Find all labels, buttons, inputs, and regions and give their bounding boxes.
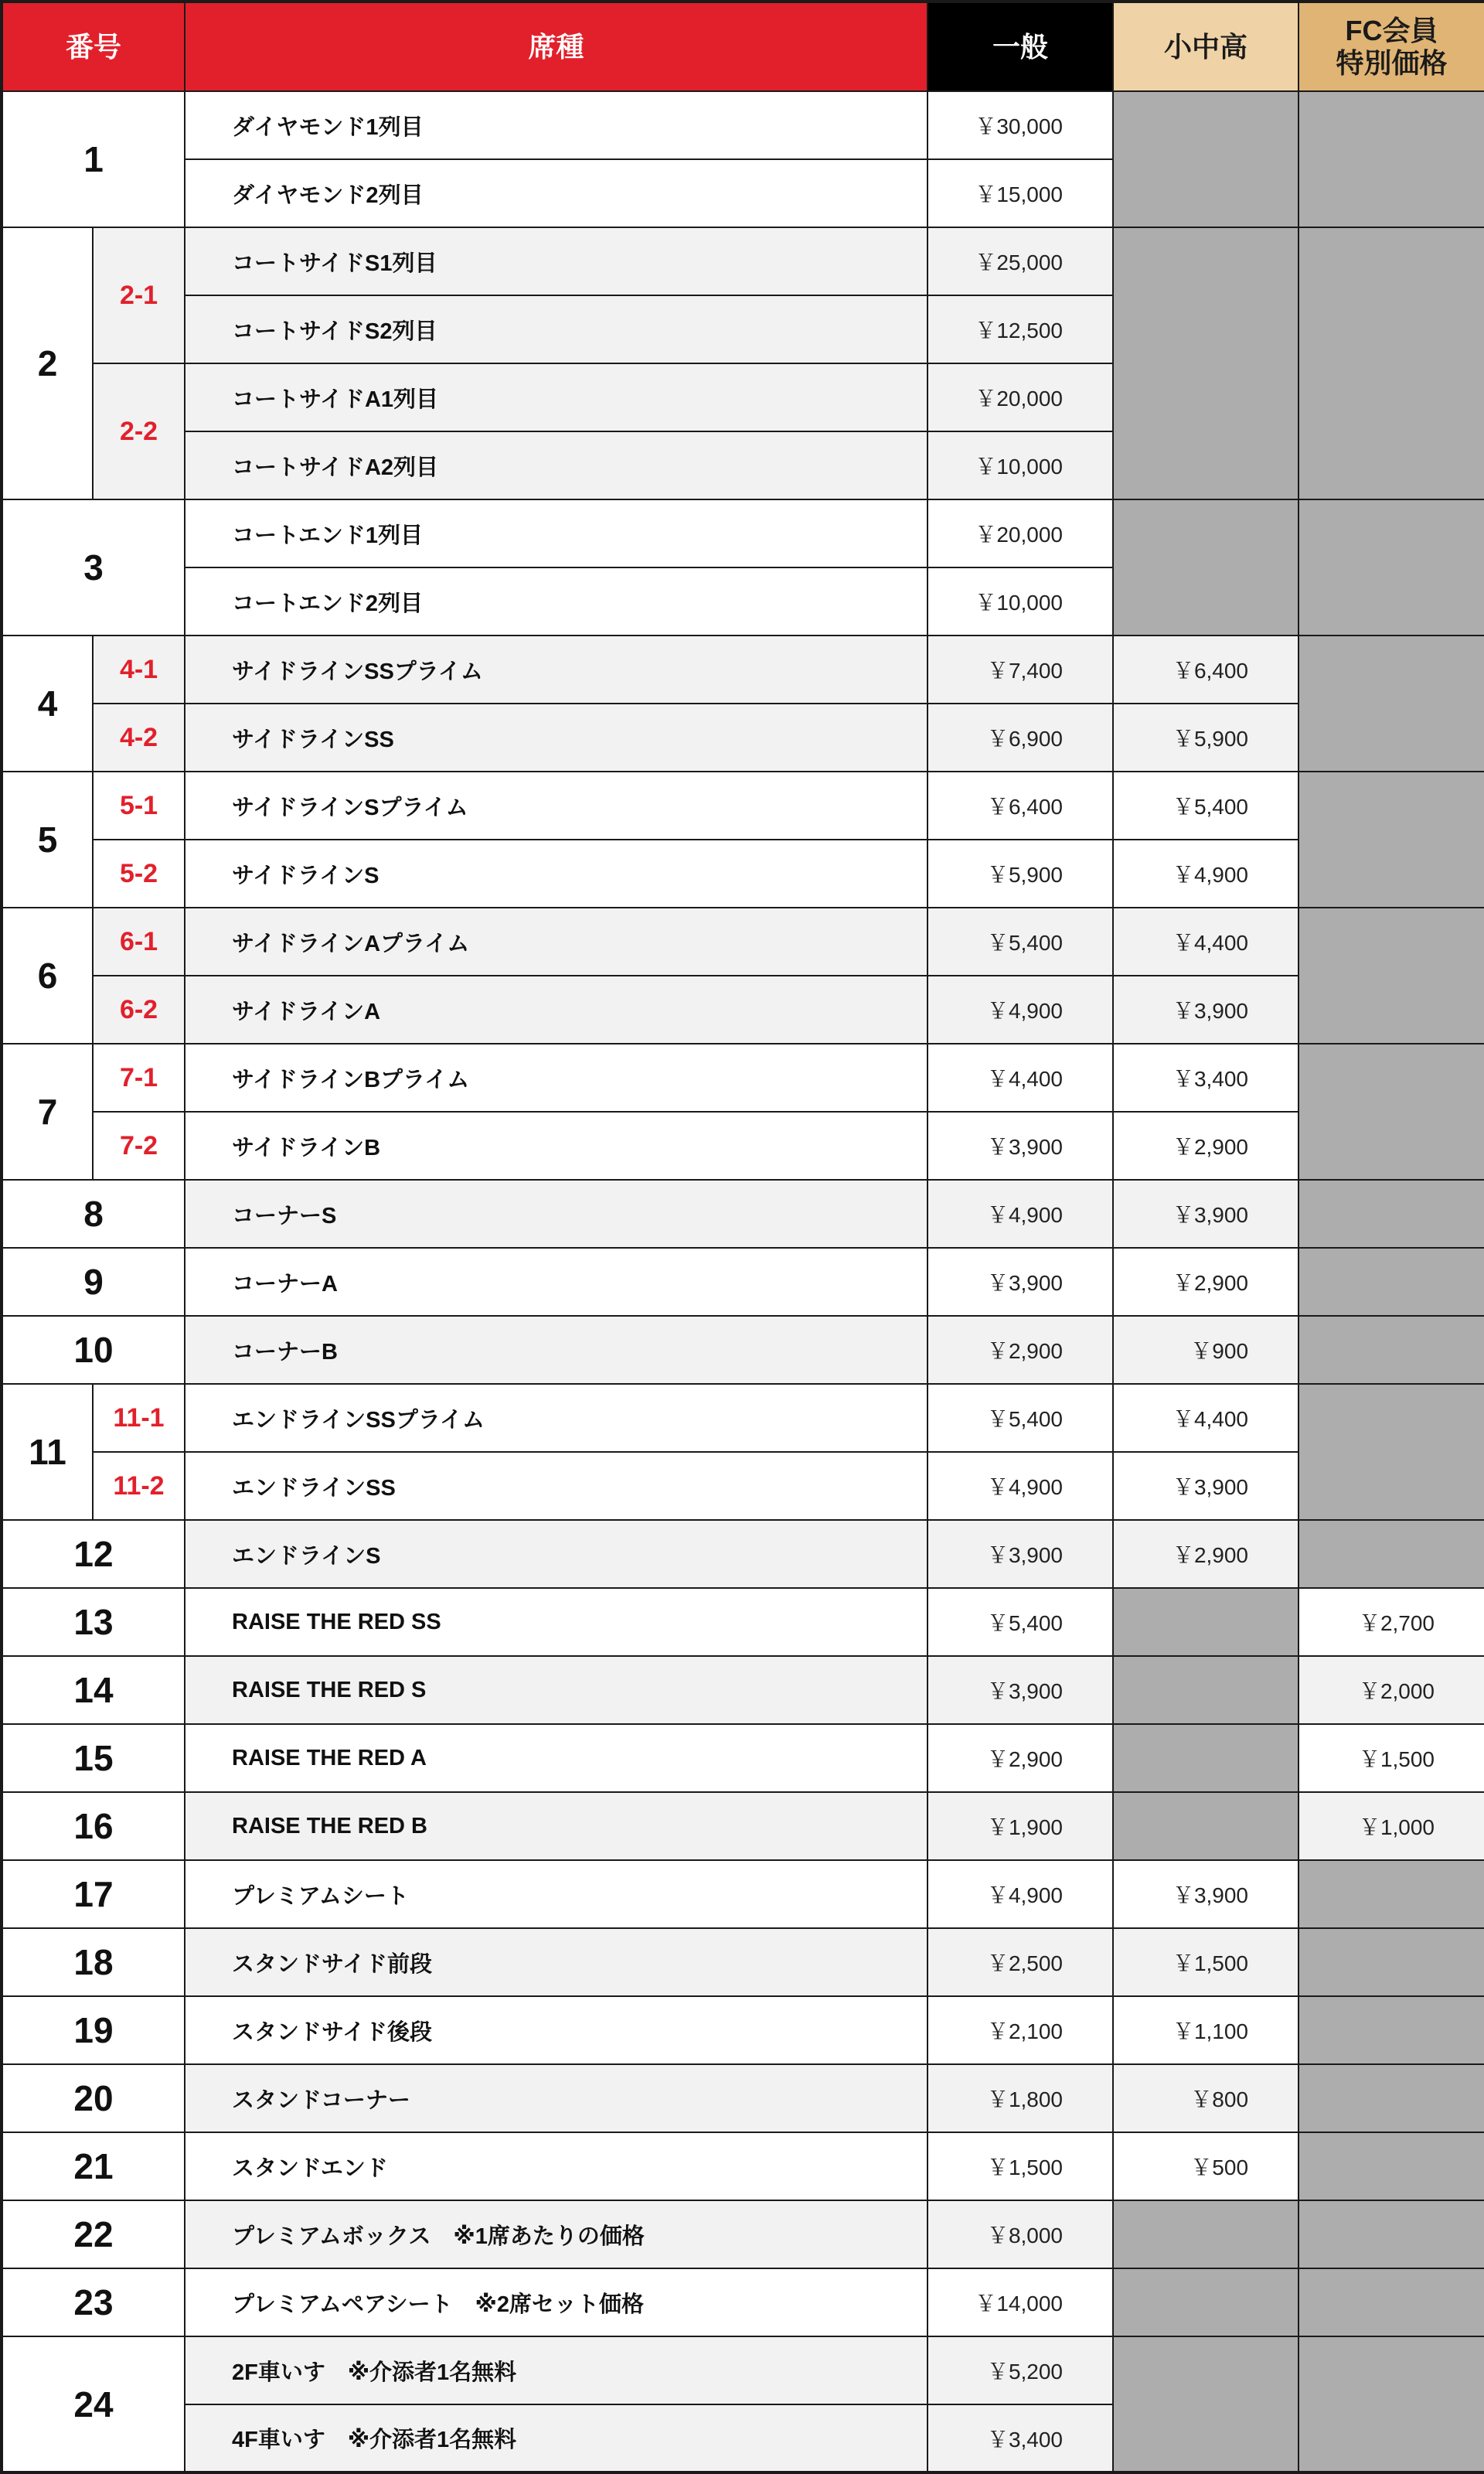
seat-type-name: エンドラインSSプライム (185, 1384, 928, 1452)
seat-type-name: スタンドエンド (185, 2132, 928, 2200)
seat-number: 4 (2, 636, 93, 772)
seat-type-name: コーナーB (185, 1316, 928, 1384)
table-row (2, 2132, 1484, 2200)
seat-sub-number: 11-2 (93, 1452, 185, 1520)
seat-type-name: 2F車いす ※介添者1名無料 (185, 2336, 928, 2404)
table-row (2, 976, 1484, 1044)
fc-member-price-unavailable (1298, 91, 1484, 227)
seat-number: 19 (2, 1996, 185, 2064)
table-row (2, 1384, 1484, 1452)
seat-sub-number: 6-1 (93, 908, 185, 976)
table-row (2, 2268, 1484, 2336)
table-row (2, 1792, 1484, 1860)
general-price: ￥30,000 (928, 91, 1113, 159)
header-general-price: 一般 (928, 2, 1113, 91)
seat-type-name: プレミアムシート (185, 1860, 928, 1928)
seat-type-name: スタンドサイド後段 (185, 1996, 928, 2064)
seat-number: 2 (2, 227, 93, 499)
seat-number: 1 (2, 91, 185, 227)
seat-type-name: サイドラインSSプライム (185, 636, 928, 704)
general-price: ￥20,000 (928, 363, 1113, 431)
student-price: ￥5,400 (1113, 772, 1298, 840)
table-row (2, 908, 1484, 976)
fc-member-price-unavailable (1298, 1928, 1484, 1996)
table-row (2, 1316, 1484, 1384)
table-row (2, 1044, 1484, 1112)
seat-number: 13 (2, 1588, 185, 1656)
seat-type-name: コーナーA (185, 1248, 928, 1316)
general-price: ￥6,400 (928, 772, 1113, 840)
general-price: ￥15,000 (928, 159, 1113, 227)
table-row (2, 1520, 1484, 1588)
seat-type-name: プレミアムペアシート ※2席セット価格 (185, 2268, 928, 2336)
general-price: ￥20,000 (928, 499, 1113, 567)
fc-member-price-unavailable (1298, 908, 1484, 1044)
general-price: ￥5,200 (928, 2336, 1113, 2404)
general-price: ￥4,900 (928, 1180, 1113, 1248)
general-price: ￥6,900 (928, 704, 1113, 772)
table-row (2, 2200, 1484, 2268)
header-seat-type: 席種 (185, 2, 928, 91)
table-row (2, 91, 1484, 159)
seat-type-name: サイドラインSプライム (185, 772, 928, 840)
table-row (2, 1248, 1484, 1316)
general-price: ￥25,000 (928, 227, 1113, 295)
fc-member-price: ￥2,700 (1298, 1588, 1484, 1656)
seat-type-name: プレミアムボックス ※1席あたりの価格 (185, 2200, 928, 2268)
student-price: ￥2,900 (1113, 1520, 1298, 1588)
seat-sub-number: 7-1 (93, 1044, 185, 1112)
seat-type-name: サイドラインA (185, 976, 928, 1044)
seat-number: 24 (2, 2336, 185, 2472)
seat-type-name: コートサイドS1列目 (185, 227, 928, 295)
seat-type-name: ダイヤモンド1列目 (185, 91, 928, 159)
seat-type-name: サイドラインSS (185, 704, 928, 772)
general-price: ￥2,900 (928, 1724, 1113, 1792)
student-price: ￥5,900 (1113, 704, 1298, 772)
general-price: ￥2,100 (928, 1996, 1113, 2064)
seat-type-name: RAISE THE RED B (185, 1792, 928, 1860)
seat-number: 15 (2, 1724, 185, 1792)
seat-number: 11 (2, 1384, 93, 1520)
seat-type-name: RAISE THE RED A (185, 1724, 928, 1792)
student-price: ￥4,400 (1113, 1384, 1298, 1452)
seat-type-name: コートエンド2列目 (185, 567, 928, 636)
seat-type-name: コートサイドS2列目 (185, 295, 928, 363)
table-row (2, 1996, 1484, 2064)
fc-member-price-unavailable (1298, 1996, 1484, 2064)
header-fc-line2: 特別価格 (1336, 46, 1448, 79)
seat-type-name: サイドラインS (185, 840, 928, 908)
table-row (2, 1112, 1484, 1180)
header-row (2, 2, 1484, 91)
seat-number: 8 (2, 1180, 185, 1248)
header-fc-member-price (1298, 2, 1484, 91)
header-number: 番号 (2, 2, 185, 91)
seat-type-name: ダイヤモンド2列目 (185, 159, 928, 227)
general-price: ￥3,400 (928, 2404, 1113, 2472)
table-row (2, 1860, 1484, 1928)
table-row (2, 772, 1484, 840)
student-price: ￥3,400 (1113, 1044, 1298, 1112)
student-price: ￥4,900 (1113, 840, 1298, 908)
student-price-unavailable (1113, 91, 1298, 227)
seat-sub-number: 5-2 (93, 840, 185, 908)
fc-member-price: ￥1,500 (1298, 1724, 1484, 1792)
fc-member-price-unavailable (1298, 499, 1484, 636)
seat-number: 7 (2, 1044, 93, 1180)
table-row (2, 227, 1484, 295)
seat-sub-number: 11-1 (93, 1384, 185, 1452)
table-row (2, 1724, 1484, 1792)
general-price: ￥5,400 (928, 908, 1113, 976)
general-price: ￥12,500 (928, 295, 1113, 363)
table-row (2, 1656, 1484, 1724)
table-row (2, 840, 1484, 908)
table-row (2, 1180, 1484, 1248)
fc-member-price-unavailable (1298, 2132, 1484, 2200)
general-price: ￥5,900 (928, 840, 1113, 908)
student-price-unavailable (1113, 227, 1298, 499)
seat-number: 9 (2, 1248, 185, 1316)
fc-member-price-unavailable (1298, 636, 1484, 772)
seat-type-name: RAISE THE RED S (185, 1656, 928, 1724)
general-price: ￥1,800 (928, 2064, 1113, 2132)
fc-member-price-unavailable (1298, 1384, 1484, 1520)
seat-type-name: コーナーS (185, 1180, 928, 1248)
seat-sub-number: 4-1 (93, 636, 185, 704)
seat-sub-number: 7-2 (93, 1112, 185, 1180)
seat-number: 20 (2, 2064, 185, 2132)
seat-sub-number: 4-2 (93, 704, 185, 772)
student-price: ￥2,900 (1113, 1112, 1298, 1180)
student-price: ￥3,900 (1113, 976, 1298, 1044)
general-price: ￥4,900 (928, 976, 1113, 1044)
student-price: ￥3,900 (1113, 1452, 1298, 1520)
student-price: ￥2,900 (1113, 1248, 1298, 1316)
seat-number: 17 (2, 1860, 185, 1928)
general-price: ￥8,000 (928, 2200, 1113, 2268)
fc-member-price: ￥2,000 (1298, 1656, 1484, 1724)
fc-member-price-unavailable (1298, 2200, 1484, 2268)
student-price-unavailable (1113, 1792, 1298, 1860)
student-price: ￥1,500 (1113, 1928, 1298, 1996)
seat-number: 18 (2, 1928, 185, 1996)
general-price: ￥10,000 (928, 567, 1113, 636)
student-price: ￥3,900 (1113, 1860, 1298, 1928)
fc-member-price-unavailable (1298, 2268, 1484, 2336)
table-row (2, 1452, 1484, 1520)
general-price: ￥5,400 (928, 1384, 1113, 1452)
seat-sub-number: 2-1 (93, 227, 185, 363)
student-price: ￥1,100 (1113, 1996, 1298, 2064)
seat-type-name: サイドラインAプライム (185, 908, 928, 976)
student-price-unavailable (1113, 1588, 1298, 1656)
general-price: ￥10,000 (928, 431, 1113, 499)
general-price: ￥3,900 (928, 1112, 1113, 1180)
fc-member-price-unavailable (1298, 1248, 1484, 1316)
table-row (2, 1588, 1484, 1656)
table-row (2, 704, 1484, 772)
table-row (2, 2064, 1484, 2132)
fc-member-price-unavailable (1298, 2064, 1484, 2132)
fc-member-price-unavailable (1298, 1044, 1484, 1180)
header-fc-line1: FC会員 (1345, 15, 1438, 47)
student-price-unavailable (1113, 1656, 1298, 1724)
table-body (2, 91, 1484, 2472)
general-price: ￥1,500 (928, 2132, 1113, 2200)
fc-member-price-unavailable (1298, 1316, 1484, 1384)
seat-sub-number: 6-2 (93, 976, 185, 1044)
general-price: ￥2,500 (928, 1928, 1113, 1996)
seat-type-name: コートサイドA1列目 (185, 363, 928, 431)
fc-member-price-unavailable (1298, 1860, 1484, 1928)
general-price: ￥14,000 (928, 2268, 1113, 2336)
seat-type-name: エンドラインSS (185, 1452, 928, 1520)
general-price: ￥4,900 (928, 1860, 1113, 1928)
seat-type-name: コートエンド1列目 (185, 499, 928, 567)
fc-member-price-unavailable (1298, 1180, 1484, 1248)
general-price: ￥4,900 (928, 1452, 1113, 1520)
seat-number: 21 (2, 2132, 185, 2200)
student-price: ￥800 (1113, 2064, 1298, 2132)
seat-number: 6 (2, 908, 93, 1044)
seat-number: 16 (2, 1792, 185, 1860)
student-price-unavailable (1113, 499, 1298, 636)
student-price-unavailable (1113, 1724, 1298, 1792)
general-price: ￥1,900 (928, 1792, 1113, 1860)
student-price: ￥4,400 (1113, 908, 1298, 976)
seat-type-name: スタンドサイド前段 (185, 1928, 928, 1996)
general-price: ￥3,900 (928, 1656, 1113, 1724)
seat-type-name: エンドラインS (185, 1520, 928, 1588)
seat-number: 22 (2, 2200, 185, 2268)
fc-member-price: ￥1,000 (1298, 1792, 1484, 1860)
seat-sub-number: 5-1 (93, 772, 185, 840)
table-row (2, 499, 1484, 567)
student-price: ￥900 (1113, 1316, 1298, 1384)
general-price: ￥5,400 (928, 1588, 1113, 1656)
fc-member-price-unavailable (1298, 1520, 1484, 1588)
student-price: ￥3,900 (1113, 1180, 1298, 1248)
table-row (2, 1928, 1484, 1996)
student-price: ￥6,400 (1113, 636, 1298, 704)
student-price-unavailable (1113, 2200, 1298, 2268)
general-price: ￥2,900 (928, 1316, 1113, 1384)
seat-sub-number: 2-2 (93, 363, 185, 499)
general-price: ￥3,900 (928, 1248, 1113, 1316)
seat-type-name: スタンドコーナー (185, 2064, 928, 2132)
seat-type-name: RAISE THE RED SS (185, 1588, 928, 1656)
general-price: ￥7,400 (928, 636, 1113, 704)
fc-member-price-unavailable (1298, 2336, 1484, 2472)
general-price: ￥4,400 (928, 1044, 1113, 1112)
fc-member-price-unavailable (1298, 772, 1484, 908)
student-price: ￥500 (1113, 2132, 1298, 2200)
fc-member-price-unavailable (1298, 227, 1484, 499)
seat-number: 5 (2, 772, 93, 908)
seat-number: 3 (2, 499, 185, 636)
seat-type-name: サイドラインBプライム (185, 1044, 928, 1112)
student-price-unavailable (1113, 2336, 1298, 2472)
seat-number: 14 (2, 1656, 185, 1724)
table-row (2, 636, 1484, 704)
seat-type-name: コートサイドA2列目 (185, 431, 928, 499)
seat-type-name: サイドラインB (185, 1112, 928, 1180)
general-price: ￥3,900 (928, 1520, 1113, 1588)
seat-type-name: 4F車いす ※介添者1名無料 (185, 2404, 928, 2472)
seat-number: 10 (2, 1316, 185, 1384)
seat-number: 23 (2, 2268, 185, 2336)
header-student-price: 小中高 (1113, 2, 1298, 91)
seat-number: 12 (2, 1520, 185, 1588)
student-price-unavailable (1113, 2268, 1298, 2336)
table-row (2, 2336, 1484, 2404)
